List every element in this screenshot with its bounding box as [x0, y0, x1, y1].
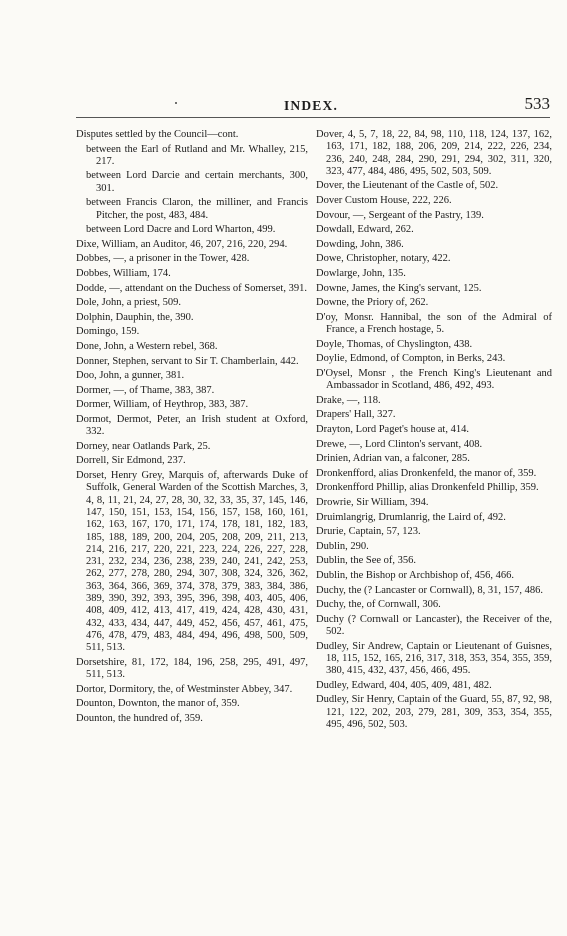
index-entry: Dover, the Lieutenant of the Castle of, 502. — [316, 180, 499, 192]
index-entry: Dorney, near Oatlands Park, 25. — [76, 440, 211, 452]
index-entry: Dublin, the See of, 356. — [316, 555, 417, 567]
index-entry: Dobbes, William, 174. — [76, 268, 171, 280]
index-entry: Drake, —, 118. — [316, 394, 381, 406]
index-entry: Domingo, 159. — [76, 326, 140, 338]
index-entry: Dole, John, a priest, 509. — [76, 297, 181, 309]
index-entry: Drowrie, Sir William, 394. — [316, 496, 429, 508]
index-entry: Druimlangrig, Drumlanrig, the Laird of, 492. — [316, 511, 506, 523]
index-entry: Duchy (? Cornwall or Lancaster), the Receiver of the, 502. — [316, 613, 552, 637]
index-entry: Duchy, the (? Lancaster or Cornwall), 8, 31, 157, 486. — [316, 584, 544, 596]
index-entry: Downe, James, the King's servant, 125. — [316, 282, 482, 294]
index-entry: Dowe, Christopher, notary, 422. — [316, 253, 451, 265]
index-entry: Dudley, Sir Andrew, Captain or Lieutenant of Guisnes, 18, 115, 152, 165, 216, 317, 318, 353, 354, 355, 359, 380, 415, 432, 437, 456, 466, 495. — [316, 640, 552, 677]
index-entry: Dounton, the hundred of, 359. — [76, 712, 203, 724]
index-entry: Doo, John, a gunner, 381. — [76, 370, 185, 382]
index-entry: Dublin, 290. — [316, 540, 369, 552]
index-column-left — [76, 129, 308, 727]
index-entry: Dover, 4, 5, 7, 18, 22, 84, 98, 110, 118, 124, 137, 162, 163, 171, 182, 188, 206, 209, 214, 222, 226, 234, 236, 240, 248, 284, 290, 291, 294, 302, 311, 320, 323, 477, 484, 486, 495, 502, 503, 509. — [316, 129, 552, 177]
index-entry: Duchy, the, of Cornwall, 306. — [316, 599, 441, 611]
index-entry: Dublin, the Bishop or Archbishop of, 456, 466. — [316, 569, 515, 581]
index-entry: Dovour, —, Sergeant of the Pastry, 139. — [316, 209, 484, 221]
page-number: 533 — [524, 94, 550, 113]
header-rule — [76, 117, 550, 118]
index-entry: Dortor, Dormitory, the, of Westminster Abbey, 347. — [76, 683, 293, 695]
index-entry: Doylie, Edmond, of Compton, in Berks, 243. — [316, 353, 506, 365]
index-entry: Dorsetshire, 81, 172, 184, 196, 258, 295, 491, 497, 511, 513. — [76, 656, 308, 681]
index-subentry: between Lord Darcie and certain merchants, 300, 301. — [86, 170, 308, 194]
index-subentry: between Lord Dacre and Lord Wharton, 499. — [86, 224, 276, 236]
index-entry: Dormer, William, of Heythrop, 383, 387. — [76, 399, 249, 411]
index-entry: Dorrell, Sir Edmond, 237. — [76, 455, 186, 467]
index-entry: Done, John, a Western rebel, 368. — [76, 341, 218, 353]
index-entry: Doyle, Thomas, of Chyslington, 438. — [316, 338, 473, 350]
index-entry: Dixe, William, an Auditor, 46, 207, 216, 220, 294. — [76, 238, 288, 250]
index-entry: Dormot, Dermot, Peter, an Irish student at Oxford, 332. — [76, 413, 308, 438]
index-entry: Donner, Stephen, servant to Sir T. Chamberlain, 442. — [76, 355, 299, 367]
index-entry: Dronkenfford, alias Dronkenfeld, the manor of, 359. — [316, 467, 537, 479]
index-entry: Dronkenfford Phillip, alias Dronkenfeld Phillip, 359. — [316, 482, 539, 494]
index-column-right — [316, 129, 552, 734]
index-entry: Disputes settled by the Council—cont. — [76, 129, 239, 140]
index-entry: Dowding, John, 386. — [316, 238, 404, 250]
index-subentry: between the Earl of Rutland and Mr. Whalley, 215, 217. — [86, 143, 308, 167]
page-header — [72, 94, 550, 116]
index-entry: Dormer, —, of Thame, 383, 387. — [76, 384, 215, 396]
index-entry: Dounton, Downton, the manor of, 359. — [76, 698, 240, 710]
index-entry: Dover Custom House, 222, 226. — [316, 195, 452, 207]
index-entry: Drayton, Lord Paget's house at, 414. — [316, 423, 469, 435]
index-entry: D'oy, Monsr. Hannibal, the son of the Admiral of France, a French hostage, 5. — [316, 311, 552, 336]
index-entry: Dudley, Edward, 404, 405, 409, 481, 482. — [316, 679, 492, 691]
index-entry: Dolphin, Dauphin, the, 390. — [76, 311, 194, 323]
index-subentry: between Francis Claron, the milliner, and Francis Pitcher, the post, 483, 484. — [86, 197, 308, 221]
index-entry: Dowdall, Edward, 262. — [316, 224, 414, 236]
index-entry: Drewe, —, Lord Clinton's servant, 408. — [316, 438, 483, 450]
index-entry: Dobbes, —, a prisoner in the Tower, 428. — [76, 253, 250, 265]
index-entry: Drapers' Hall, 327. — [316, 409, 396, 421]
index-entry: Dorset, Henry Grey, Marquis of, afterwards Duke of Suffolk, General Warden of the Scottish Marches, 3, 4, 8, 11, 21, 24, 27, 28, 30, 32, 33, 35, 37, 145, 146, 147, 150, 151, 153, 154, 156, 157, 158, 160, 161, 162, 163, 167, 170, 171, 174, 178, 181, 182, 183, 185, 188, 189, 200, 204, 205, 208, 209, 211, 213, 214, 216, 217, 220, 221, 223, 224, 226, 227, 228, 231, 232, 234, 236, 238, 239, 240, 241, 242, 253, 262, 277, 278, 280, 294, 307, 308, 324, 326, 362, 363, 364, 366, 369, 374, 378, 379, 383, 384, 386, 389, 390, 392, 393, 395, 396, 398, 403, 405, 406, 408, 409, 412, 413, 417, 419, 424, 428, 430, 431, 432, 433, 434, 447, 449, 452, 456, 457, 461, 475, 476, 478, 479, 483, 484, 494, 496, 498, 500, 509, 511, 513. — [76, 470, 308, 654]
index-entry: Drurie, Captain, 57, 123. — [316, 526, 421, 538]
index-entry: Drinien, Adrian van, a falconer, 285. — [316, 453, 470, 465]
page-title: INDEX. — [283, 98, 339, 113]
index-entry: Dowlarge, John, 135. — [316, 268, 406, 280]
index-entry: Downe, the Priory of, 262. — [316, 297, 429, 309]
index-entry: D'Oysel, Monsr , the French King's Lieutenant and Ambassador in Scotland, 486, 492, 493. — [316, 367, 552, 392]
index-entry: Dudley, Sir Henry, Captain of the Guard, 55, 87, 92, 98, 121, 122, 202, 203, 279, 281, 309, 353, 354, 355, 495, 496, 502, 503. — [316, 694, 552, 730]
index-entry: Dodde, —, attendant on the Duchess of Somerset, 391. — [76, 282, 307, 294]
